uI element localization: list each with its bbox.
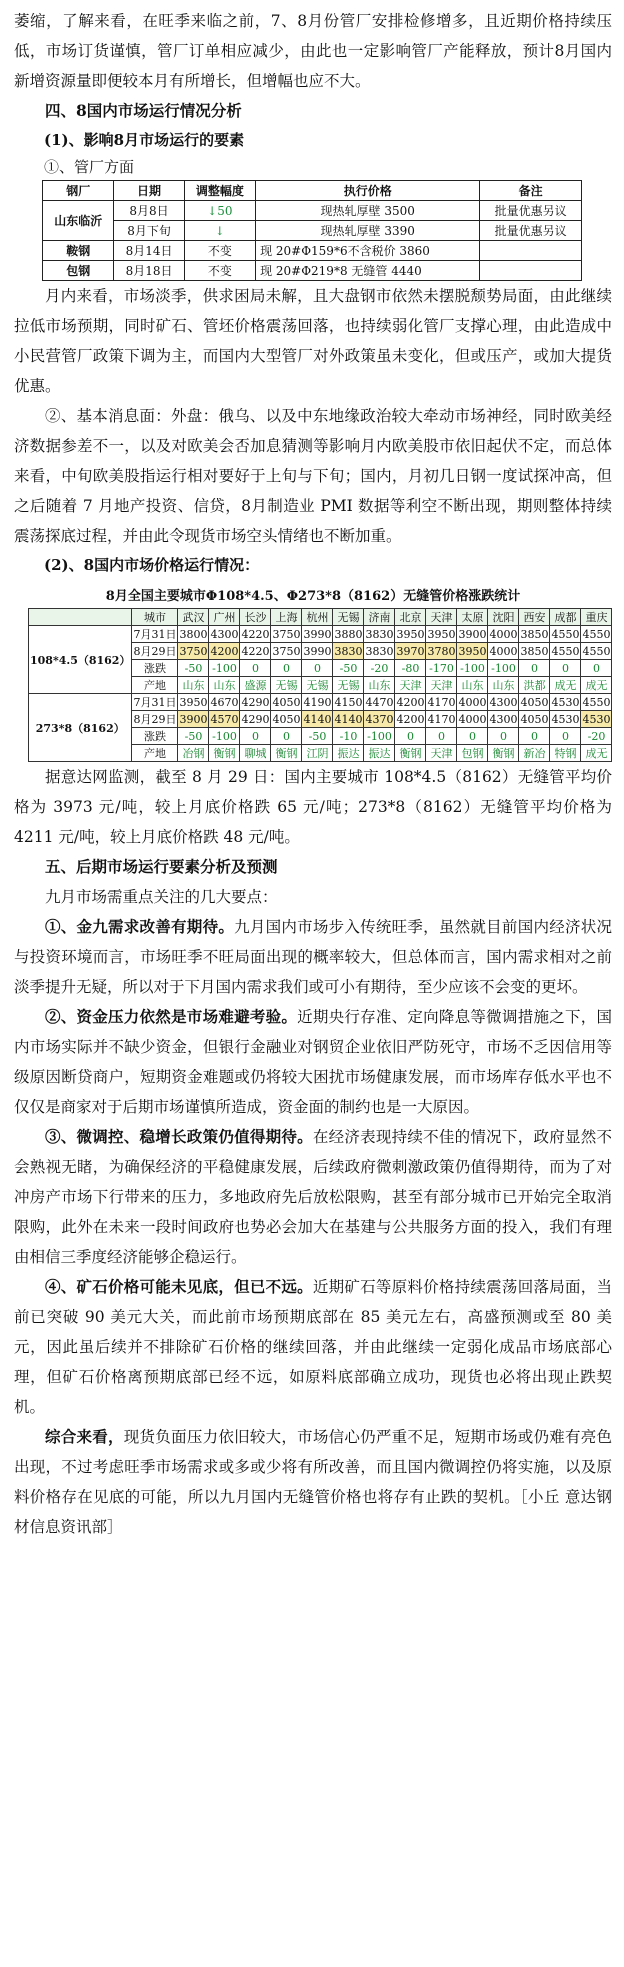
price-cell: 4670 [210, 695, 239, 709]
point-3 [14, 1122, 612, 1272]
news-paragraph: ②、基本消息面：外盘：俄乌、以及中东地缘政治较大牵动市场神经，同时欧美经济数据参差不一，以及对欧美会否加息猜测等影响月内欧美股市依旧起伏不定，而总体来看，中旬欧美股指运行相对要好于上旬与下旬；国内，月初几日钢一度试探冲高，但之后随着 7 月地产投资、信贷，8月制造业 PMI 数据等利空不断出现，期则整体持续震荡探底过程，并由此令现货市场空头情绪也不断加重。 [14, 407, 612, 545]
point-2 [14, 1002, 612, 1122]
adjust-cell: 不变 [184, 241, 255, 261]
date-cell: 8月18日 [114, 261, 184, 281]
section-4-heading: 四、8国内市场运行情况分析 [45, 101, 242, 120]
note-col-header: 备注 [480, 181, 582, 201]
note-cell [480, 241, 582, 261]
mill-name: 鞍钢 [43, 241, 114, 261]
price-cell: 0 [395, 728, 426, 745]
section-5-heading: 五、后期市场运行要素分析及预测 [45, 857, 278, 876]
date-cell: 8月8日 [114, 201, 184, 221]
price-cell: 3830 [334, 644, 363, 658]
price-cell: 0 [271, 728, 302, 745]
city-price-table [28, 608, 612, 762]
price-cell: 4000 [458, 695, 487, 709]
price-cell: 3970 [396, 644, 425, 658]
point-lead: ③、微调控、稳增长政策仍值得期待。 [45, 1127, 313, 1146]
price-cell: 天津 [426, 745, 457, 762]
price-cell: 3830 [365, 627, 394, 641]
price-cell: 3990 [303, 644, 332, 658]
row-label: 7月31日 [132, 626, 178, 643]
price-cell: -50 [302, 728, 333, 745]
point-lead: ①、金九需求改善有期待。 [45, 917, 235, 936]
price-cell: 冶钢 [178, 745, 209, 762]
price-cell: -50 [333, 660, 364, 677]
price-cell: 3900 [458, 627, 487, 641]
price-cell: 4190 [303, 695, 332, 709]
price-cell: 聊城 [240, 745, 271, 762]
price-cell: 4300 [210, 627, 239, 641]
price-cell: 0 [488, 728, 519, 745]
city-header: 天津 [426, 609, 457, 626]
price-cell: 4220 [241, 644, 270, 658]
row-label: 8月29日 [132, 711, 178, 728]
price-cell: 3950 [396, 627, 425, 641]
table-row [29, 626, 612, 643]
price-cell: 江阴 [302, 745, 333, 762]
point-text: 九月国内市场步入传统旺季，虽然就目前国内经济状况与投资环境而言，市场旺季不旺局面出现的概率较大，但总体而言，国内需求相对之前淡季提升无疑，所以对于下月国内需求我们或可小有期待，至少应该不会变的更坏。 [14, 918, 612, 996]
price-cell: -50 [178, 660, 209, 677]
price-cell: 0 [302, 660, 333, 677]
price-cell: 无锡 [333, 677, 364, 694]
price-cell: 4200 [396, 712, 425, 726]
price-cell: 4550 [582, 695, 611, 709]
price-cell: 山东 [178, 677, 209, 694]
mill-col-header: 钢厂 [43, 181, 114, 201]
adjust-cell: ↓50 [184, 201, 255, 221]
city-header: 北京 [395, 609, 426, 626]
row-label: 产地 [132, 677, 178, 694]
price-cell: 4550 [582, 627, 611, 641]
price-cell: 4570 [210, 712, 239, 726]
price-cell: -170 [426, 660, 457, 677]
price-cell: 振达 [364, 745, 395, 762]
row-label: 8月29日 [132, 643, 178, 660]
price-col-header: 执行价格 [256, 181, 480, 201]
city-header: 上海 [271, 609, 302, 626]
price-cell: 3830 [365, 644, 394, 658]
table-row [43, 221, 582, 241]
price-cell: 盛源 [240, 677, 271, 694]
price-cell: 衡钢 [395, 745, 426, 762]
price-cell: 特钢 [550, 745, 581, 762]
table-row [43, 241, 582, 261]
price-cell: 衡钢 [488, 745, 519, 762]
price-cell: 衡钢 [271, 745, 302, 762]
mill-section-label: ①、管厂方面 [44, 158, 135, 176]
focus-intro: 九月市场需重点关注的几大要点： [45, 888, 278, 906]
price-cell: 无锡 [302, 677, 333, 694]
price-cell: 现热轧厚壁 3390 [256, 221, 480, 241]
price-cell: 4200 [396, 695, 425, 709]
price-cell: 3990 [303, 627, 332, 641]
summary-paragraph [14, 1422, 612, 1542]
city-header: 西安 [519, 609, 550, 626]
price-cell: 4140 [303, 712, 332, 726]
price-cell: 4220 [241, 627, 270, 641]
city-header: 无锡 [333, 609, 364, 626]
city-header: 成都 [550, 609, 581, 626]
price-cell: 4000 [489, 644, 518, 658]
point-text: 近期矿石等原料价格持续震荡回落局面，当前已突破 90 美元大关，而此前市场预期底部在 85 美元左右，高盛预测或至 80 美元，因此虽后续并不排除矿石价格的继续回落，并由此继续一定弱化成品市场底部心理，但矿石价格离预期底部已经不远，如原料底部确立成功，现货也必将出现止跌契机。 [14, 1278, 612, 1416]
price-cell: -100 [457, 660, 488, 677]
city-header: 太原 [457, 609, 488, 626]
price-cell: -100 [488, 660, 519, 677]
price-cell: 4300 [489, 695, 518, 709]
price-cell: 天津 [426, 677, 457, 694]
date-cell: 8月14日 [114, 241, 184, 261]
subsection-2-heading: (2)、8国内市场价格运行情况： [44, 556, 260, 574]
price-cell: 山东 [364, 677, 395, 694]
city-header: 重庆 [581, 609, 612, 626]
point-lead: ②、资金压力依然是市场难避考验。 [45, 1007, 298, 1026]
price-cell: 0 [240, 728, 271, 745]
price-cell: 3950 [179, 695, 208, 709]
price-cell: 4000 [489, 627, 518, 641]
date-cell: 8月下旬 [114, 221, 184, 241]
price-cell: 衡钢 [209, 745, 240, 762]
price-cell: 天津 [395, 677, 426, 694]
price-cell: -20 [581, 728, 612, 745]
price-cell: 0 [271, 660, 302, 677]
price-cell: 0 [519, 660, 550, 677]
price-cell: 4550 [582, 644, 611, 658]
note-cell: 批量优惠另议 [480, 201, 582, 221]
city-header: 城市 [132, 609, 178, 626]
price-cell: 4550 [551, 627, 580, 641]
table-row [29, 609, 612, 626]
price-cell: 0 [519, 728, 550, 745]
price-cell: -100 [364, 728, 395, 745]
point-lead: ④、矿石价格可能未见底，但已不远。 [45, 1277, 313, 1296]
table-row [29, 694, 612, 711]
price-cell: 4370 [365, 712, 394, 726]
price-cell: -100 [209, 728, 240, 745]
point-text: 近期央行存准、定向降息等微调措施之下，国内市场实际并不缺少资金，但银行金融业对钢贸企业依旧严防死守，市场不乏因信用等级原因断贷商户，短期资金难题或仍将较大困扰市场健康发展，而市场库存低水平也不仅仅是商家对于后期市场谨慎所造成，资金面的制约也是一大原因。 [14, 1008, 612, 1116]
price-cell: 3850 [520, 627, 549, 641]
price-cell: 3750 [272, 627, 301, 641]
note-cell [480, 261, 582, 281]
point-1 [14, 912, 612, 1002]
price-cell: 4530 [551, 712, 580, 726]
price-cell: 新冶 [519, 745, 550, 762]
price-cell: 振达 [333, 745, 364, 762]
price-cell: 4140 [334, 712, 363, 726]
price-cell: 4470 [365, 695, 394, 709]
city-header: 济南 [364, 609, 395, 626]
mill-price-table [42, 180, 582, 281]
price-cell: 3900 [179, 712, 208, 726]
price-cell: 4150 [334, 695, 363, 709]
city-header: 长沙 [240, 609, 271, 626]
row-label: 涨跌 [132, 660, 178, 677]
price-cell: 山东 [457, 677, 488, 694]
price-cell: 0 [550, 660, 581, 677]
price-cell: 成无 [550, 677, 581, 694]
price-cell: 4170 [427, 712, 456, 726]
table-row [43, 201, 582, 221]
price-cell: 4170 [427, 695, 456, 709]
adjust-col-header: 调整幅度 [184, 181, 255, 201]
price-cell: -80 [395, 660, 426, 677]
mill-name: 包钢 [43, 261, 114, 281]
price-cell: 0 [426, 728, 457, 745]
price-cell: 包钢 [457, 745, 488, 762]
price-cell: 0 [550, 728, 581, 745]
price-cell: 3850 [520, 644, 549, 658]
price-cell: -10 [333, 728, 364, 745]
note-cell: 批量优惠另议 [480, 221, 582, 241]
city-header: 沈阳 [488, 609, 519, 626]
price-cell: 现 20#Φ219*8 无缝管 4440 [256, 261, 480, 281]
price-cell: 4050 [272, 695, 301, 709]
mill-name: 山东临沂 [43, 201, 114, 241]
summary-text: 现货负面压力依旧较大，市场信心仍严重不足，短期市场或仍难有亮色出现，不过考虑旺季市场需求或多或少将有所改善，而且国内微调控仍将实施，以及原料价格存在见底的可能，所以九月国内无缝管价格也将存有止跌的契机。［小丘 意达钢材信息资讯部］ [14, 1428, 612, 1536]
summary-lead: 综合来看， [45, 1427, 124, 1446]
price-cell: 山东 [209, 677, 240, 694]
mill-table-header-row [43, 181, 582, 201]
intro-paragraph: 萎缩，了解来看，在旺季来临之前，7、8月份管厂安排检修增多，且近期价格持续压低，市场订货谨慎，管厂订单相应减少，由此也一定影响管厂产能释放，预计8月国内新增资源量即便较本月有所增长，但增幅也应不大。 [14, 12, 612, 90]
row-label: 涨跌 [132, 728, 178, 745]
price-cell: -50 [178, 728, 209, 745]
price-cell: 3750 [179, 644, 208, 658]
adjust-cell: 不变 [184, 261, 255, 281]
point-4 [14, 1272, 612, 1422]
price-cell: 0 [581, 660, 612, 677]
price-cell: 4530 [582, 712, 611, 726]
price-cell: -20 [364, 660, 395, 677]
price-cell: 4050 [520, 695, 549, 709]
price-cell: 4050 [520, 712, 549, 726]
price-cell: 4050 [272, 712, 301, 726]
price-cell: 无锡 [271, 677, 302, 694]
monitor-paragraph: 据意达网监测，截至 8 月 29 日：国内主要城市 108*4.5（8162）无缝管平均价格为 3973 元/吨，较上月底价格跌 65 元/吨；273*8（8162）无缝管平均价格为 4211 元/吨，较上月底价格跌 48 元/吨。 [14, 768, 612, 846]
price-cell: 3800 [179, 627, 208, 641]
price-cell: 山东 [488, 677, 519, 694]
spec-cell: 108*4.5（8162） [29, 626, 132, 694]
point-text: 在经济表现持续不佳的情况下，政府显然不会熟视无睹，为确保经济的平稳健康发展，后续政府微刺激政策仍值得期待，而为了对冲房产市场下行带来的压力，多地政府先后放松限购，甚至有部分城市已开始完全取消限购，此外在未来一段时间政府也势必会加大在基建与公共服务方面的投入，我们有理由相信三季度经济能够企稳运行。 [14, 1128, 612, 1266]
price-cell: 4200 [210, 644, 239, 658]
price-cell: 4290 [241, 712, 270, 726]
price-cell: 4300 [489, 712, 518, 726]
price-cell: 0 [457, 728, 488, 745]
price-cell: 0 [240, 660, 271, 677]
price-cell: 现 20#Φ159*6不含税价 3860 [256, 241, 480, 261]
table-row [43, 261, 582, 281]
price-cell: 3750 [272, 644, 301, 658]
city-header: 广州 [209, 609, 240, 626]
row-label: 产地 [132, 745, 178, 762]
price-cell: 4000 [458, 712, 487, 726]
spec-cell: 273*8（8162） [29, 694, 132, 762]
monthly-review-paragraph: 月内来看，市场淡季，供求困局未解，且大盘钢市依然未摆脱颓势局面，由此继续拉低市场预期，同时矿石、管坯价格震荡回落，也持续弱化管厂支撑心理，由此造成中小民营管厂政策下调为主，而国内大型管厂对外政策虽未变化，但或压产，或加大提货优惠。 [14, 287, 612, 395]
price-cell: 现热轧厚壁 3500 [256, 201, 480, 221]
price-cell: 3950 [427, 627, 456, 641]
price-stat-title: 8月全国主要城市Φ108*4.5、Φ273*8（8162）无缝管价格涨跌统计 [105, 589, 521, 604]
price-cell: 4550 [551, 644, 580, 658]
price-cell: 成无 [581, 677, 612, 694]
date-col-header: 日期 [114, 181, 184, 201]
city-header: 杭州 [302, 609, 333, 626]
price-cell: 洪都 [519, 677, 550, 694]
adjust-cell: ↓ [184, 221, 255, 241]
price-cell: 3780 [427, 644, 456, 658]
city-header: 武汉 [178, 609, 209, 626]
corner-cell [29, 609, 132, 626]
price-cell: 3880 [334, 627, 363, 641]
row-label: 7月31日 [132, 694, 178, 711]
price-cell: -100 [209, 660, 240, 677]
price-cell: 4530 [551, 695, 580, 709]
subsection-1-heading: (1)、影响8月市场运行的要素 [44, 131, 245, 149]
price-cell: 4290 [241, 695, 270, 709]
price-cell: 3950 [458, 644, 487, 658]
price-cell: 成无 [581, 745, 612, 762]
